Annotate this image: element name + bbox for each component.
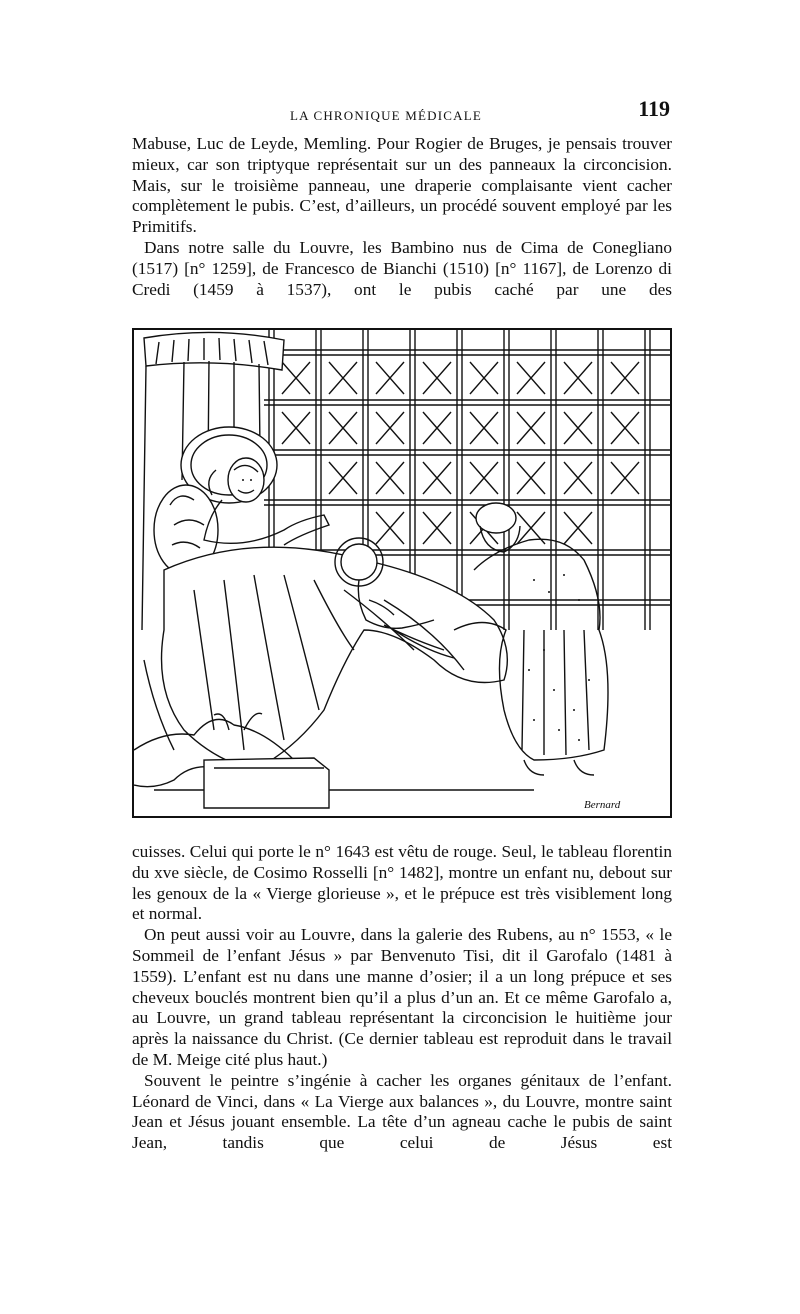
illustration-circumcision [132,328,672,818]
artist-signature: Bernard [584,799,621,811]
paragraph: Souvent le peintre s’ingénie à cacher les organes génitaux de l’enfant. Léonard de Vinci, dans « La Vierge aux balances », du Louvre, montre saint Jean et Jésus jouant ensemble. La tête d’un agneau cache le pubis de saint Jean, tandis que celui de Jésus est [132,1070,672,1153]
paragraph: cuisses. Celui qui porte le n° 1643 est vêtu de rouge. Seul, le tableau florentin du xve siècle, de Cosimo Rosselli [n° 1482], montre un enfant nu, debout sur les genoux de la « Vierge glorieuse », et le prépuce est très visiblement long et normal. [132,842,672,924]
paragraph: Dans notre salle du Louvre, les Bambino nus de Cima de Conegliano (1517) [n° 1259], de Francesco de Bianchi (1510) [n° 1167], de Lorenzo di Credi (1459 à 1537), ont le pubis caché par une des [132,237,672,299]
paragraph: On peut aussi voir au Louvre, dans la galerie des Rubens, au n° 1553, « le Sommeil de l’enfant Jésus » par Benvenuto Tisi, dit il Garofalo (1481 à 1559). L’enfant est nu dans une manne d’osier; il a un long prépuce et ses cheveux bouclés montrent bien qu’il a plus d’un an. Et ce même Garofalo a, au Louvre, un grand tableau représentant la circoncision le huitième jour après la naissance du Christ. (Ce dernier tableau est reproduit dans le travail de M. Meige cité plus haut.) [132,925,672,1069]
page-header [132,96,672,128]
engraving-drawing [134,330,670,816]
paragraph: Mabuse, Luc de Leyde, Memling. Pour Rogier de Bruges, je pensais trouver mieux, car son triptyque représentait sur un des panneaux la circoncision. Mais, sur le troisième panneau, une draperie complaisante vient cacher complètement le pubis. C’est, d’ailleurs, un procédé souvent employé par les Primitifs. [132,134,672,237]
body-text-top [132,134,672,300]
running-title: LA CHRONIQUE MÉDICALE [290,108,483,123]
bed-drapery [144,547,534,790]
body-text-bottom [132,842,672,1154]
page-number: 119 [638,96,670,121]
